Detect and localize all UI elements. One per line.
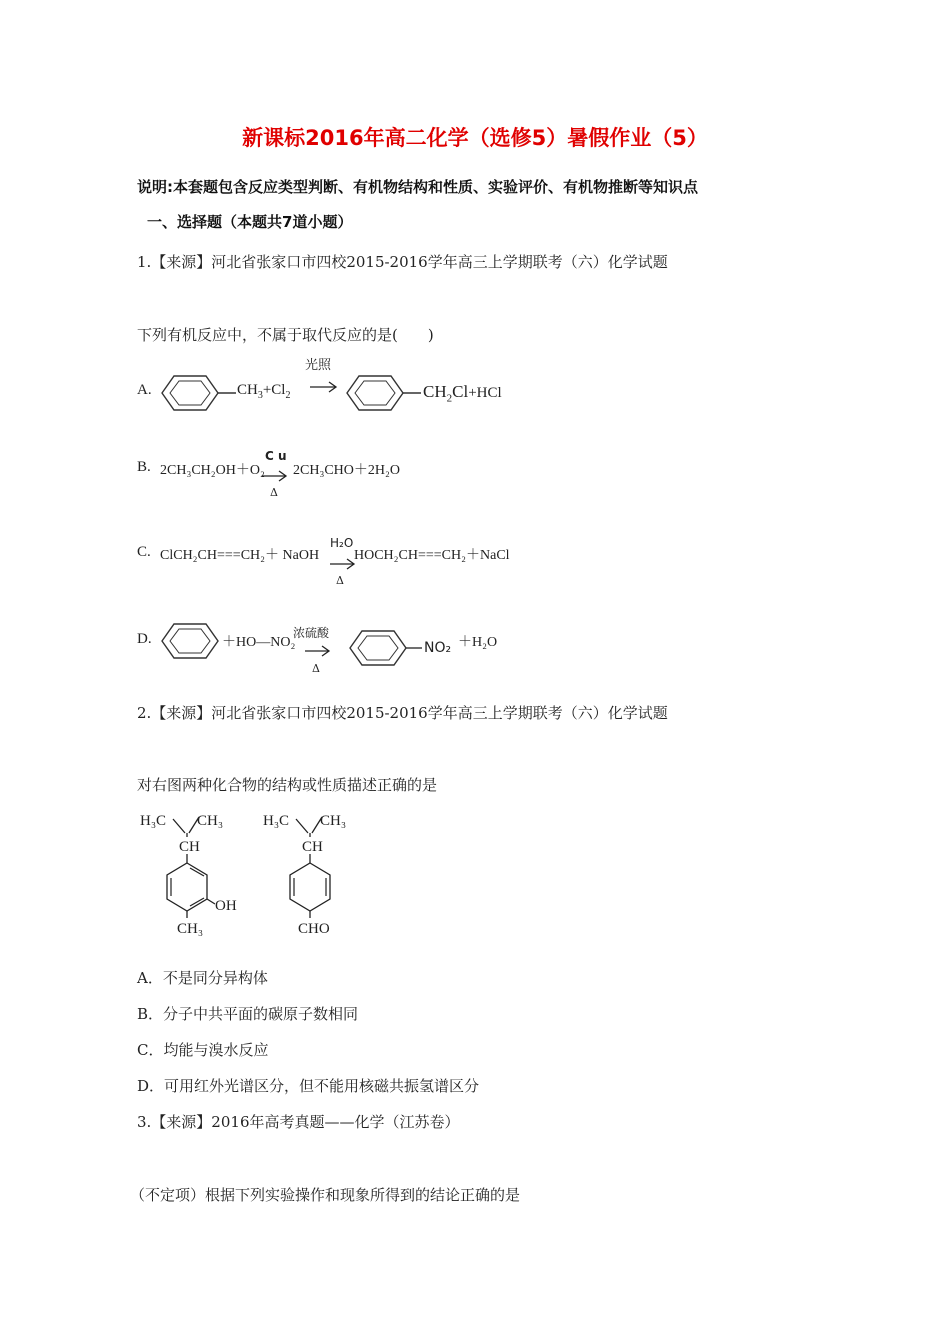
reaction-arrow-icon bbox=[330, 558, 356, 570]
ch2cl-tail: Cl bbox=[452, 382, 469, 401]
structure-right-diagram bbox=[258, 805, 368, 940]
q2-source: 2.【来源】河北省张家口市四校2015-2016学年高三上学期联考（六）化学试题 bbox=[137, 704, 668, 722]
condition-heat: Δ bbox=[270, 486, 278, 499]
condition-sulfuric-acid: 浓硫酸 bbox=[293, 626, 330, 640]
intro-note: 说明:本套题包含反应类型判断、有机物结构和性质、实验评价、有机物推断等知识点 bbox=[137, 178, 699, 196]
q1-option-a-label: A. bbox=[137, 382, 152, 398]
q2-option-b: B．分子中共平面的碳原子数相同 bbox=[137, 1005, 359, 1023]
q1-option-d-products: ＋H₂O bbox=[458, 635, 498, 650]
q2-option-c: C．均能与溴水反应 bbox=[137, 1041, 269, 1059]
q1-option-b-products: 2CH₃CHO＋2H₂O bbox=[293, 463, 400, 478]
condition-water: H₂O bbox=[330, 536, 354, 550]
hcl-product: +HCl bbox=[468, 385, 502, 401]
ch2cl-group: CH bbox=[423, 382, 447, 401]
struct-right-ch3: CH₃ bbox=[320, 813, 347, 829]
q1-option-b-reactants: 2CH₃CH₂OH＋O₂ bbox=[160, 463, 265, 478]
cl2-subscript: 2 bbox=[285, 390, 291, 401]
reaction-arrow-icon bbox=[310, 381, 338, 393]
structure-left-diagram bbox=[135, 805, 255, 940]
reaction-arrow-icon bbox=[262, 470, 288, 482]
no2-group: NO₂ bbox=[424, 640, 452, 656]
section-heading: 一、选择题（本题共7道小题） bbox=[147, 213, 353, 231]
ch3-subscript: 3 bbox=[257, 390, 263, 401]
q2-option-a: A．不是同分异构体 bbox=[137, 969, 268, 987]
reaction-arrow-icon bbox=[305, 645, 331, 657]
benzene-ring-icon bbox=[160, 373, 240, 413]
struct-left-h3c: H₃C bbox=[140, 813, 167, 829]
q1-option-c-products: HOCH₂CH===CH₂＋NaCl bbox=[354, 548, 510, 563]
benzene-ring-icon bbox=[345, 373, 425, 413]
condition-heat: Δ bbox=[312, 662, 320, 675]
page-title: 新课标2016年高二化学（选修5）暑假作业（5） bbox=[242, 126, 708, 150]
q1-option-c-label: C. bbox=[137, 544, 151, 560]
condition-heat: Δ bbox=[336, 574, 344, 587]
q2-stem: 对右图两种化合物的结构或性质描述正确的是 bbox=[137, 776, 438, 794]
condition-light: 光照 bbox=[305, 358, 332, 373]
condition-cu: C u bbox=[265, 449, 287, 463]
q1-option-b-label: B. bbox=[137, 459, 151, 475]
q1-stem: 下列有机反应中，不属于取代反应的是( ) bbox=[137, 326, 434, 344]
struct-left-oh: OH bbox=[215, 898, 237, 914]
q2-option-d: D．可用红外光谱区分，但不能用核磁共振氢谱区分 bbox=[137, 1077, 480, 1095]
q1-option-d-reactants: ＋HO—NO₂ bbox=[222, 635, 296, 650]
q1-option-c-reactants: ClCH₂CH===CH₂＋ NaOH bbox=[160, 548, 320, 563]
struct-right-bottom: CHO bbox=[298, 921, 330, 937]
struct-left-bottom: CH₃ bbox=[177, 921, 204, 937]
q1-source: 1.【来源】河北省张家口市四校2015-2016学年高三上学期联考（六）化学试题 bbox=[137, 253, 668, 271]
struct-left-ch3: CH₃ bbox=[197, 813, 224, 829]
struct-left-ch: CH bbox=[179, 839, 200, 855]
benzene-ring-icon bbox=[348, 628, 428, 668]
q1-option-d-label: D. bbox=[137, 631, 152, 647]
benzene-ring-icon bbox=[160, 621, 220, 661]
struct-right-h3c: H₃C bbox=[263, 813, 290, 829]
q3-source: 3.【来源】2016年高考真题——化学（江苏卷） bbox=[137, 1113, 460, 1131]
cl2-reagent: +Cl bbox=[262, 382, 286, 398]
struct-right-ch: CH bbox=[302, 839, 323, 855]
q3-stem: （不定项）根据下列实验操作和现象所得到的结论正确的是 bbox=[130, 1186, 521, 1204]
ch2cl-subscript: 2 bbox=[446, 392, 453, 405]
ch3-group: CH bbox=[237, 382, 258, 398]
